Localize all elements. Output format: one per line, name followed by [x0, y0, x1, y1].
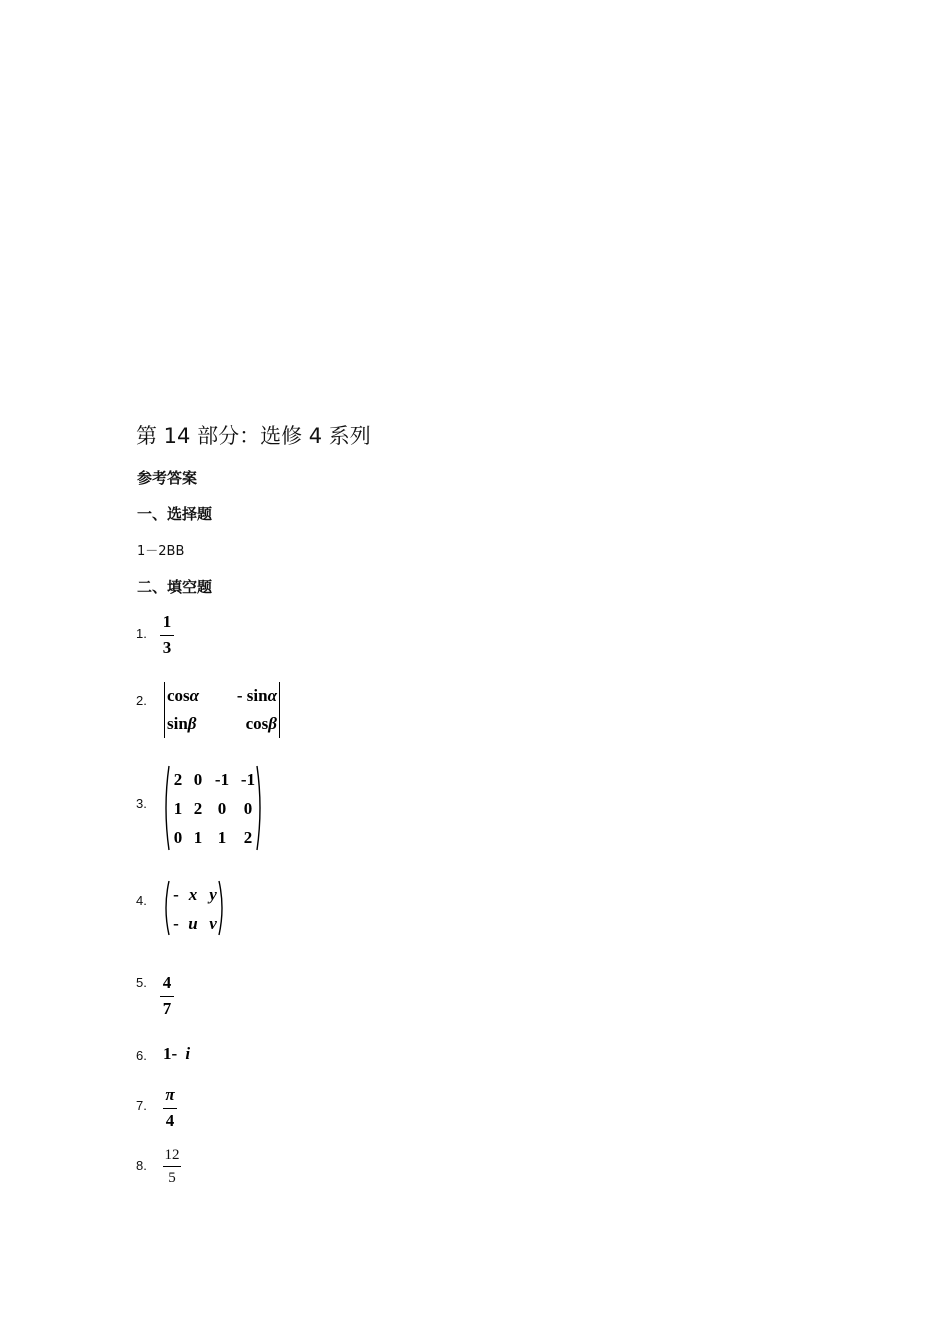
item-4-matrix	[162, 880, 226, 936]
numerator: 12	[164, 1147, 180, 1163]
expression-variable: i	[185, 1044, 191, 1063]
determinant-row	[167, 682, 277, 710]
matrix-cell: -	[173, 884, 179, 904]
item-8-label: 8.	[136, 1158, 147, 1173]
item-2-label: 2.	[136, 693, 147, 708]
cell-greek: α	[189, 686, 200, 705]
denominator: 4	[165, 1111, 175, 1130]
matrix-cell: 0	[173, 827, 183, 847]
cell-text: sin	[167, 714, 188, 733]
section-choice-heading: 一、选择题	[137, 505, 213, 523]
item-5-label: 5.	[136, 975, 147, 990]
cell-text: cos	[167, 686, 190, 705]
matrix-cell: 1	[173, 798, 183, 818]
matrix-row	[168, 765, 260, 794]
determinant-cell	[223, 686, 277, 706]
item-6-expression	[163, 1044, 190, 1064]
item-5-fraction	[160, 972, 174, 1020]
section-fill-heading: 二、填空题	[137, 578, 213, 596]
choice-answer: 1－2BB	[137, 544, 185, 559]
matrix-cell: v	[209, 913, 217, 933]
item-2-determinant	[164, 682, 280, 738]
numerator: 4	[162, 973, 172, 992]
cell-text: - sin	[236, 686, 268, 705]
numerator: π	[165, 1085, 175, 1104]
matrix-cell: 0	[243, 798, 253, 818]
matrix-cell: 0	[193, 769, 203, 789]
cell-greek: β	[187, 714, 197, 733]
matrix-cell: 1	[217, 827, 227, 847]
matrix-row	[168, 823, 260, 852]
numerator: 1	[162, 612, 172, 631]
determinant-cell	[167, 714, 223, 734]
matrix-cell: -1	[240, 769, 256, 789]
reference-answer-heading: 参考答案	[137, 469, 198, 487]
denominator: 3	[162, 638, 172, 657]
matrix-cell: 1	[193, 827, 203, 847]
matrix-cell: u	[188, 913, 198, 933]
denominator: 5	[168, 1170, 176, 1186]
matrix-cell: y	[209, 884, 217, 904]
item-1-fraction	[160, 611, 174, 659]
cell-greek: β	[268, 714, 277, 733]
item-6-label: 6.	[136, 1048, 147, 1063]
page-title: 第 14 部分：选修 4 系列	[136, 424, 371, 448]
matrix-cell: -1	[214, 769, 230, 789]
expression-prefix: 1-	[163, 1044, 178, 1063]
matrix-row	[169, 909, 223, 938]
item-7-label: 7.	[136, 1098, 147, 1113]
cell-text: cos	[245, 714, 269, 733]
denominator: 7	[162, 999, 172, 1018]
matrix-grid	[168, 765, 260, 852]
matrix-cell: 2	[173, 769, 183, 789]
fraction-bar	[160, 635, 174, 636]
fraction-bar	[163, 1108, 177, 1109]
matrix-cell: 2	[193, 798, 203, 818]
determinant-cell	[223, 714, 277, 734]
matrix-grid	[169, 880, 223, 938]
matrix-cell: 2	[243, 827, 253, 847]
matrix-cell: x	[188, 884, 198, 904]
item-3-label: 3.	[136, 796, 147, 811]
cell-greek: α	[267, 686, 277, 705]
matrix-cell: 0	[217, 798, 227, 818]
fraction-bar	[163, 1166, 181, 1167]
item-3-matrix	[162, 765, 264, 851]
determinant-cell	[167, 686, 223, 706]
matrix-row	[168, 794, 260, 823]
matrix-row	[169, 880, 223, 909]
item-7-fraction	[163, 1084, 177, 1132]
item-4-label: 4.	[136, 893, 147, 908]
item-1-label: 1.	[136, 626, 147, 641]
fraction-bar	[160, 996, 174, 997]
determinant-row	[167, 710, 277, 738]
matrix-cell: -	[173, 913, 179, 933]
item-8-fraction	[163, 1146, 181, 1188]
